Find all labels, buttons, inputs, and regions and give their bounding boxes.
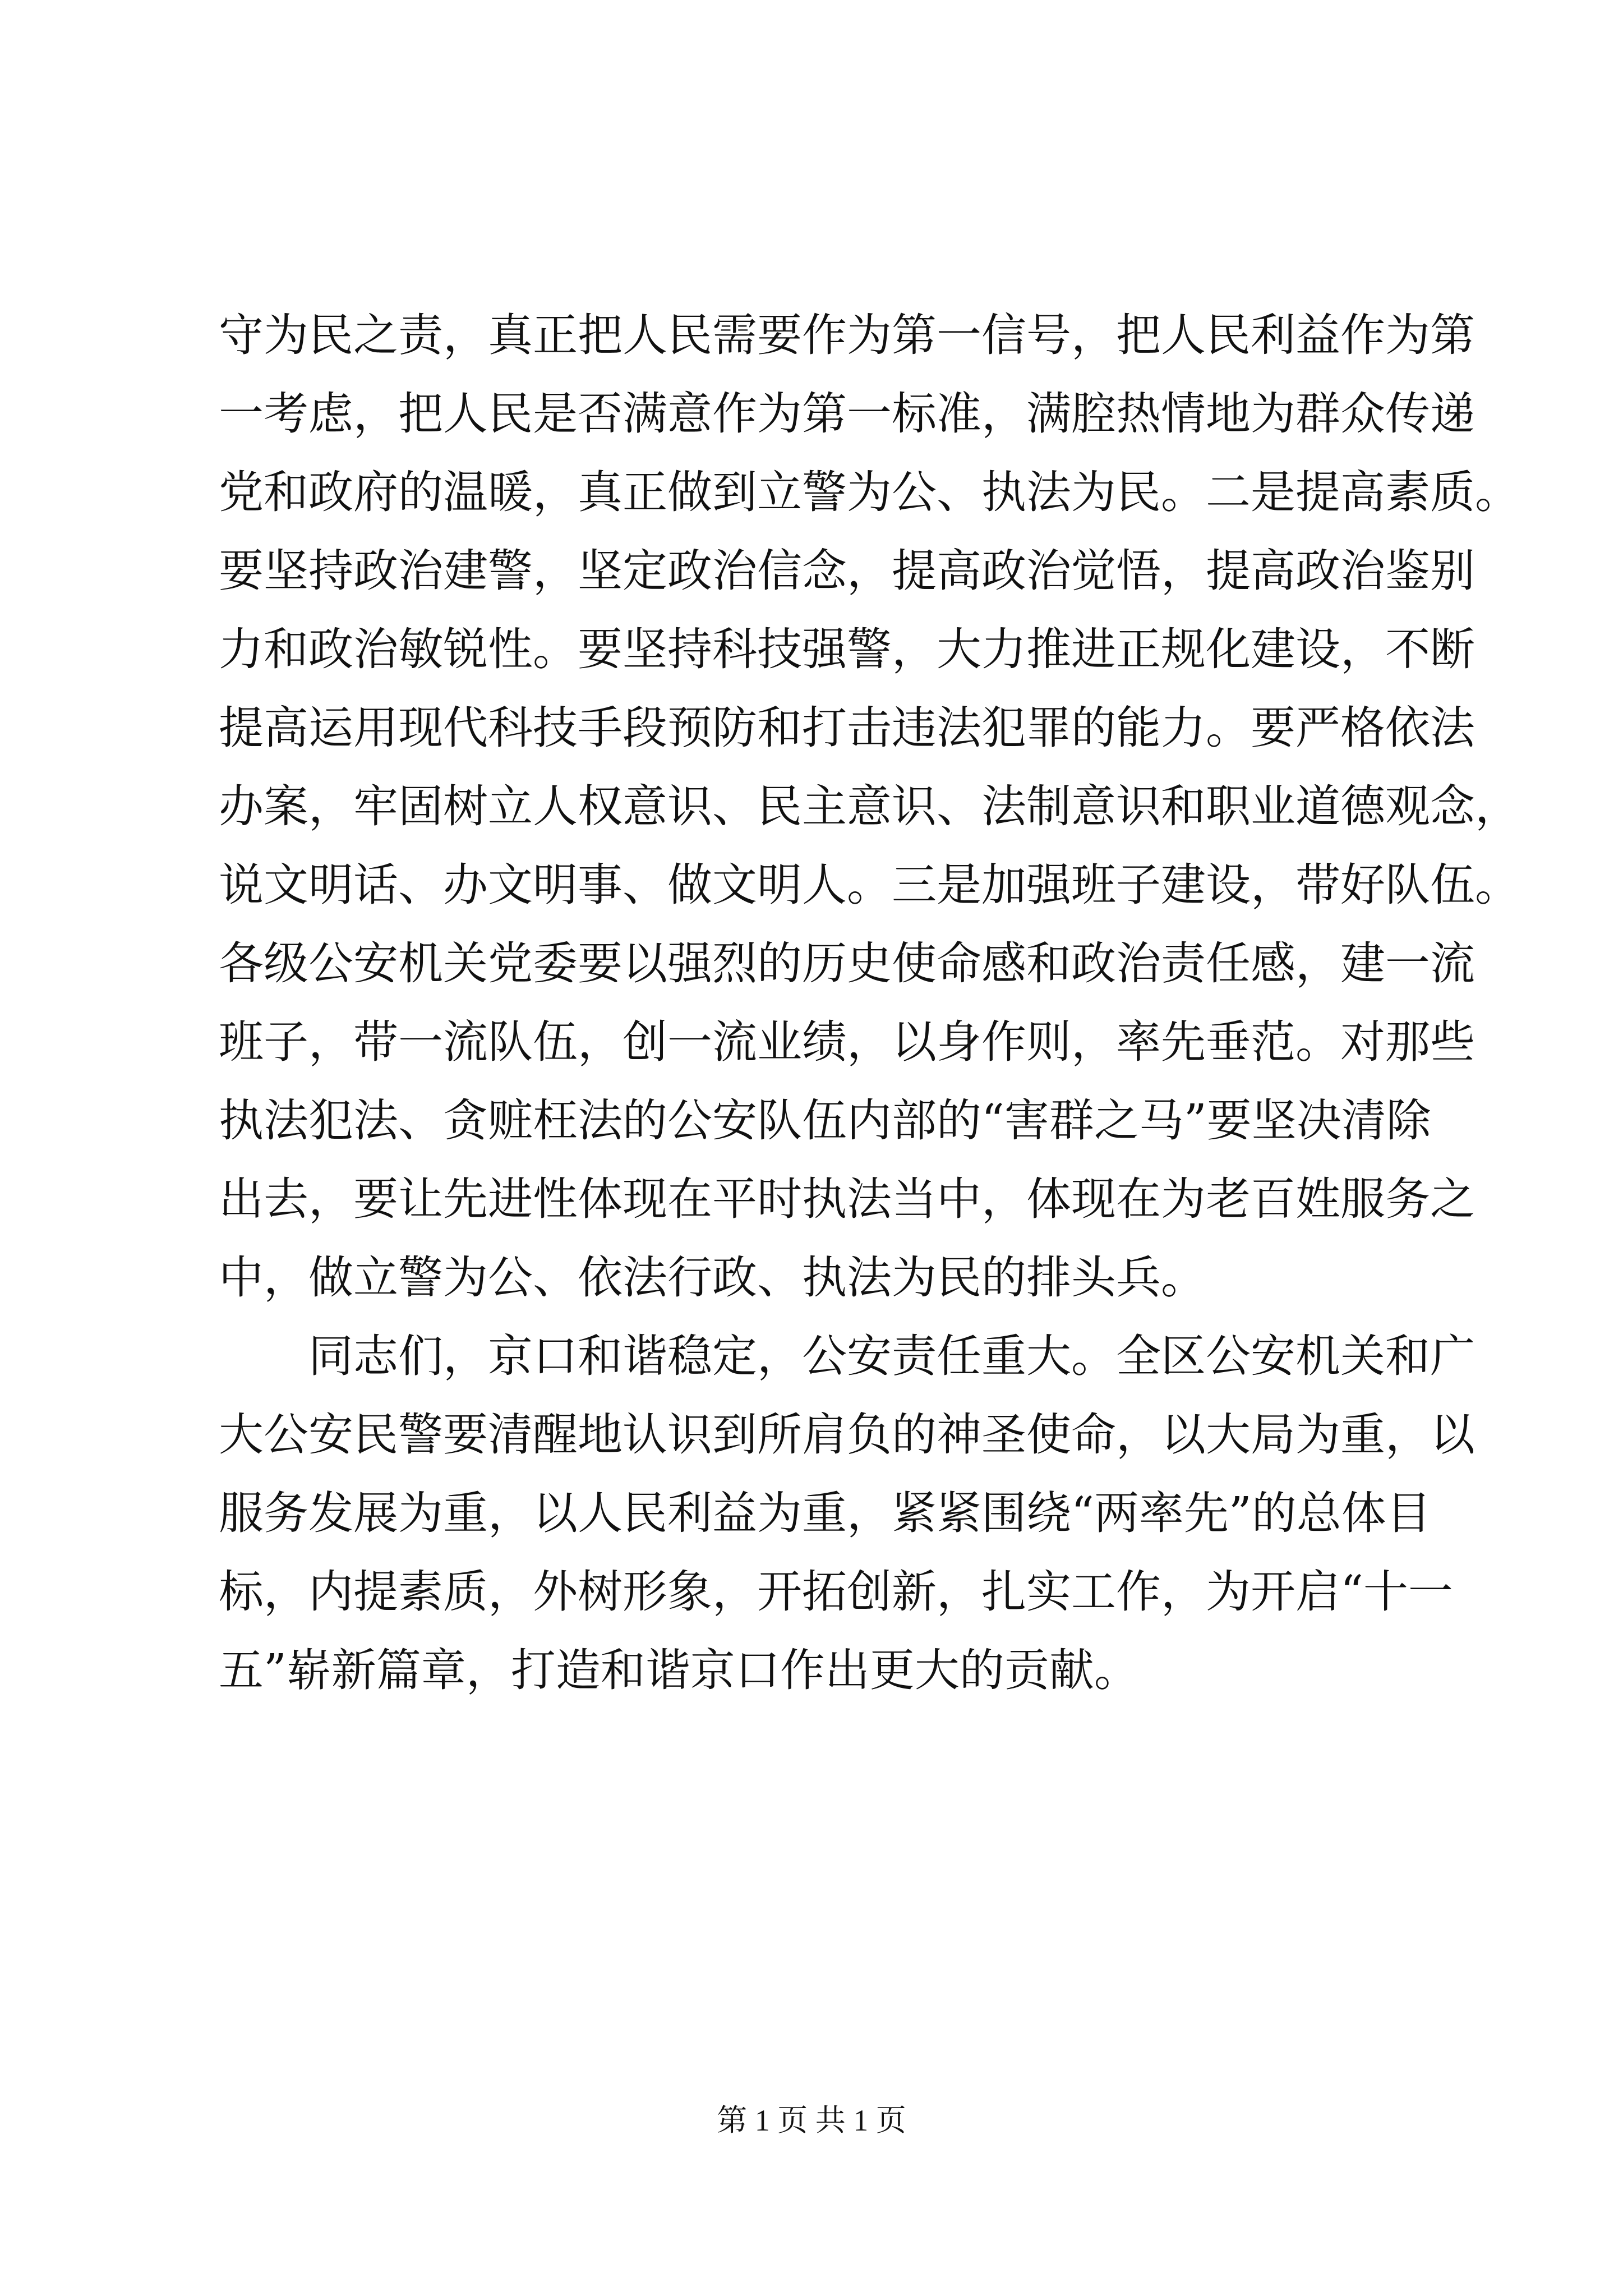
text-line: 中，做立警为公、依法行政、执法为民的排头兵。 — [219, 1251, 1206, 1304]
text-line: 出去，要让先进性体现在平时执法当中，体现在为老百姓服务之 — [219, 1173, 1475, 1225]
text-line: 提高运用现代科技手段预防和打击违法犯罪的能力。要严格依法 — [219, 702, 1475, 754]
text-line: 要坚持政治建警，坚定政治信念，提高政治觉悟，提高政治鉴别 — [219, 545, 1475, 597]
text-line: 一考虑，把人民是否满意作为第一标准，满腔热情地为群众传递 — [219, 388, 1475, 440]
text-line: 办案，牢固树立人权意识、民主意识、法制意识和职业道德观念， — [219, 780, 1520, 832]
page-footer — [0, 2101, 1623, 2140]
text-line: 执法犯法、贪赃枉法的公安队伍内部的“害群之马”要坚决清除 — [219, 1094, 1431, 1147]
text-line: 守为民之责，真正把人民需要作为第一信号，把人民利益作为第 — [219, 309, 1475, 361]
text-line: 大公安民警要清醒地认识到所肩负的神圣使命，以大局为重，以 — [219, 1409, 1475, 1461]
text-line: 同志们，京口和谐稳定，公安责任重大。全区公安机关和广 — [308, 1330, 1475, 1382]
paragraph-2 — [219, 1317, 1475, 1710]
text-line: 说文明话、办文明事、做文明人。三是加强班子建设，带好队伍。 — [219, 859, 1520, 911]
text-line: 各级公安机关党委要以强烈的历史使命感和政治责任感，建一流 — [219, 937, 1475, 990]
document-body — [219, 296, 1520, 1710]
text-line: 五”崭新篇章，打造和谐京口作出更大的贡献。 — [219, 1644, 1139, 1696]
text-line: 服务发展为重，以人民利益为重，紧紧围绕“两率先”的总体目 — [219, 1487, 1431, 1539]
text-line: 班子，带一流队伍，创一流业绩，以身作则，率先垂范。对那些 — [219, 1016, 1475, 1068]
text-line: 党和政府的温暖，真正做到立警为公、执法为民。二是提高素质。 — [219, 466, 1520, 518]
paragraph-1 — [219, 296, 1520, 1317]
text-line: 力和政治敏锐性。要坚持科技强警，大力推进正规化建设，不断 — [219, 623, 1475, 675]
page-number-label: 第 1 页 共 1 页 — [717, 2104, 906, 2137]
text-line: 标，内提素质，外树形象，开拓创新，扎实工作，为开启“十一 — [219, 1566, 1453, 1618]
